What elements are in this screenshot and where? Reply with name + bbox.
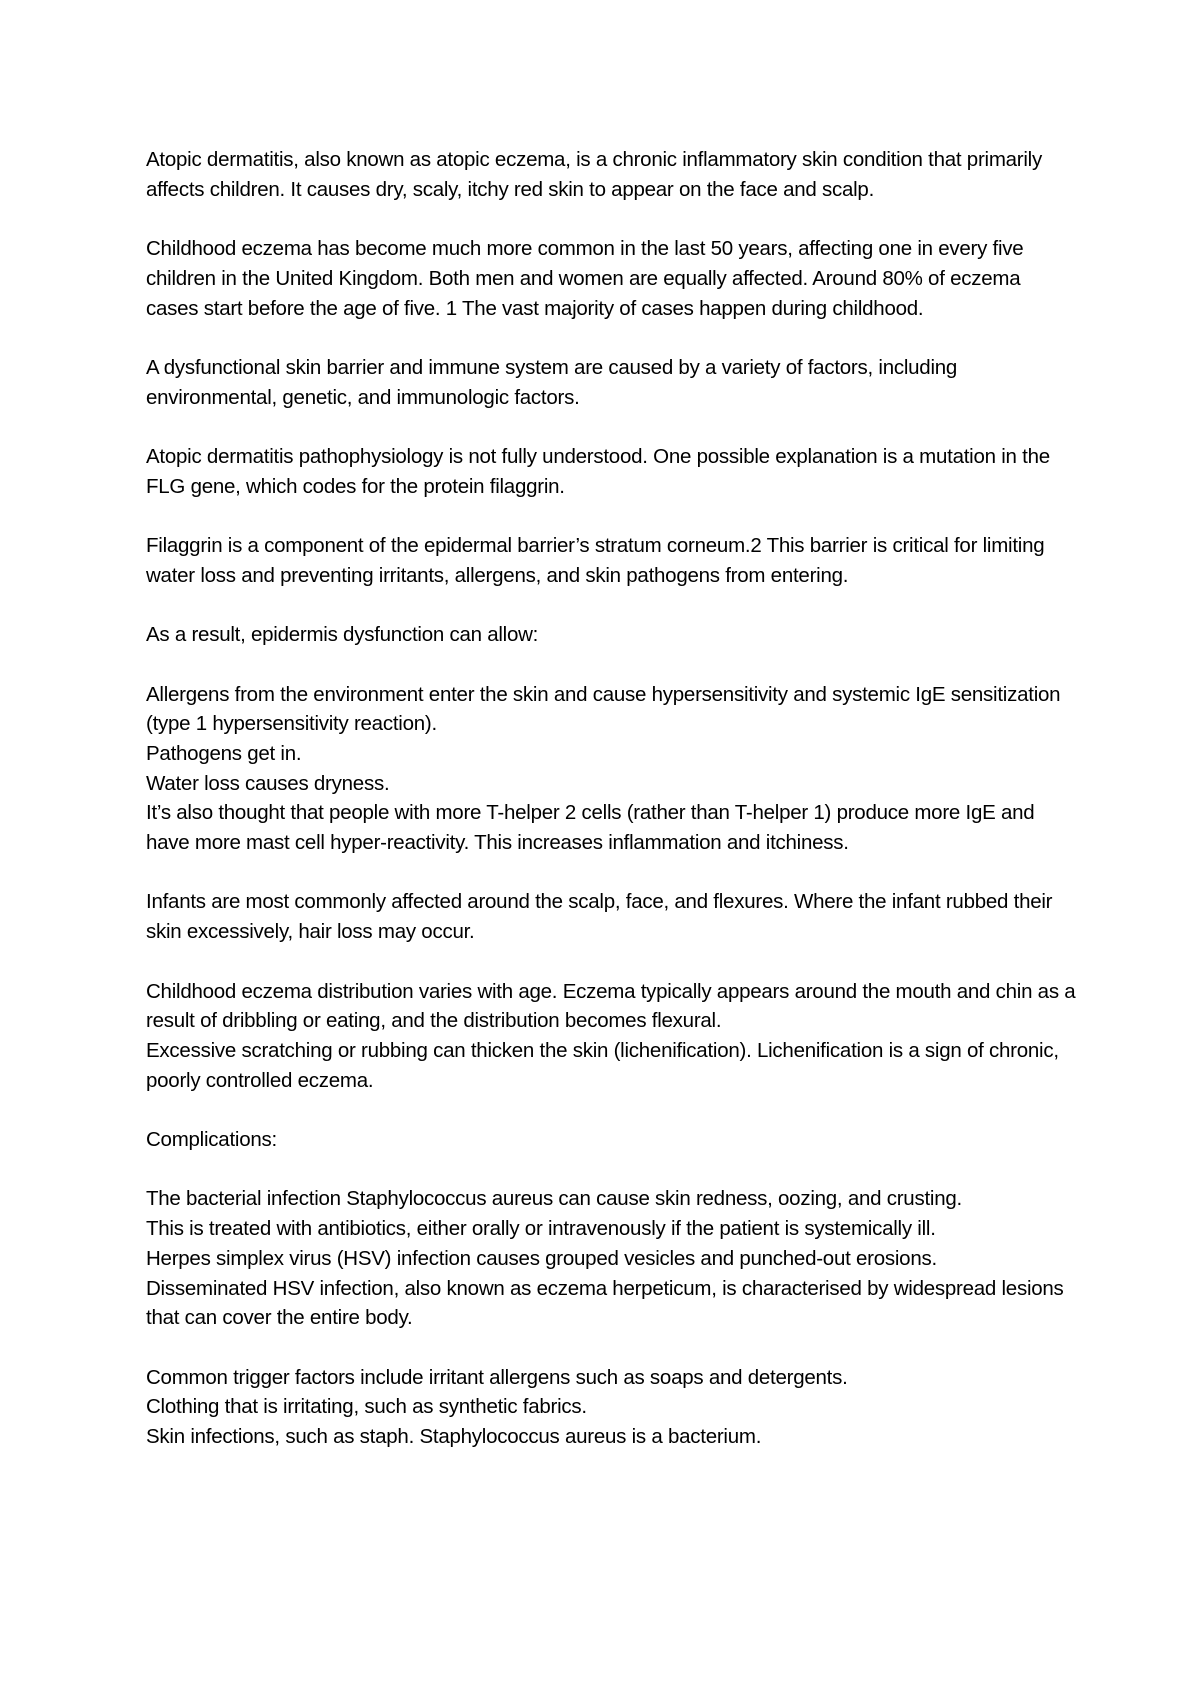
list-item: Common trigger factors include irritant allergens such as soaps and detergents.	[146, 1365, 848, 1389]
paragraph-dysfunction-intro: As a result, epidermis dysfunction can allow:	[146, 623, 539, 647]
list-item: Allergens from the environment enter the skin and cause hypersensitivity and systemic IgE sensitization (type 1 hypersensitivity reaction).	[146, 682, 1061, 736]
paragraph-distribution: Childhood eczema distribution varies with age. Eczema typically appears around the mouth and chin as a result of dribbling or eating, and the distribution becomes flexural.	[146, 979, 1076, 1033]
complications-list	[146, 1184, 1076, 1333]
paragraph-prevalence: Childhood eczema has become much more common in the last 50 years, affecting one in every five children in the United Kingdom. Both men and women are equally affected. Around 80% of eczema cases start before the age of five. 1 The vast majority of cases happen during childhood.	[146, 237, 1024, 320]
document-body	[146, 145, 1076, 1481]
heading-complications: Complications:	[146, 1128, 277, 1152]
distribution-group	[146, 977, 1076, 1096]
list-item: Skin infections, such as staph. Staphylococcus aureus is a bacterium.	[146, 1425, 762, 1449]
dysfunction-list	[146, 680, 1076, 858]
paragraph-infants: Infants are most commonly affected around the scalp, face, and flexures. Where the infant rubbed their skin excessively, hair loss may occur.	[146, 890, 1053, 944]
paragraph-causes: A dysfunctional skin barrier and immune system are caused by a variety of factors, including environmental, genetic, and immunologic factors.	[146, 355, 958, 409]
paragraph-intro: Atopic dermatitis, also known as atopic eczema, is a chronic inflammatory skin condition that primarily affects children. It causes dry, scaly, itchy red skin to appear on the face and scalp.	[146, 148, 1042, 201]
paragraph-filaggrin: Filaggrin is a component of the epidermal barrier’s stratum corneum.2 This barrier is critical for limiting water loss and preventing irritants, allergens, and skin pathogens from entering.	[146, 534, 1045, 587]
paragraph-lichenification: Excessive scratching or rubbing can thicken the skin (lichenification). Lichenification is a sign of chronic, poorly controlled eczema.	[146, 1038, 1059, 1092]
triggers-list	[146, 1363, 1076, 1452]
list-item: Herpes simplex virus (HSV) infection causes grouped vesicles and punched-out erosions.	[146, 1246, 937, 1270]
list-item: Disseminated HSV infection, also known as eczema herpeticum, is characterised by widespread lesions that can cover the entire body.	[146, 1276, 1064, 1330]
list-item: Water loss causes dryness.	[146, 771, 390, 795]
list-item: Pathogens get in.	[146, 741, 302, 765]
list-item: Clothing that is irritating, such as synthetic fabrics.	[146, 1395, 587, 1419]
list-item: This is treated with antibiotics, either orally or intravenously if the patient is systemically ill.	[146, 1217, 936, 1241]
list-item: The bacterial infection Staphylococcus aureus can cause skin redness, oozing, and crusting.	[146, 1187, 962, 1211]
list-item: It’s also thought that people with more T-helper 2 cells (rather than T-helper 1) produce more IgE and have more mast cell hyper-reactivity. This increases inflammation and itchiness.	[146, 801, 1035, 855]
paragraph-pathophysiology: Atopic dermatitis pathophysiology is not fully understood. One possible explanation is a mutation in the FLG gene, which codes for the protein filaggrin.	[146, 444, 1050, 498]
